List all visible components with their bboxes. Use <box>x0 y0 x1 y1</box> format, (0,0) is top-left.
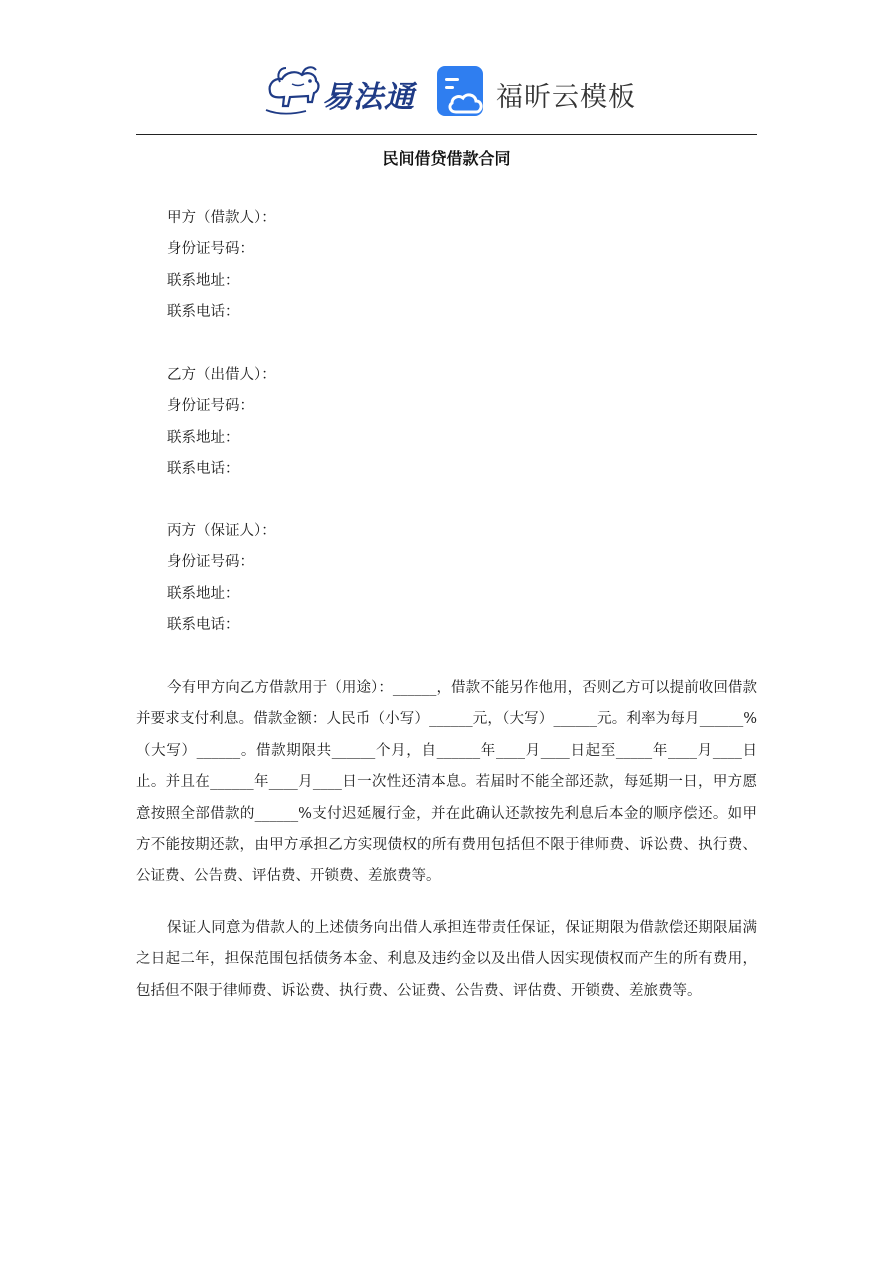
party-role: 乙方（出借人）： <box>167 367 276 383</box>
party-id-label: 身份证号码： <box>167 554 254 571</box>
guarantee-paragraph: 保证人同意为借款人的上述债务向出借人承担连带责任保证，保证期限为借款偿还期限届满之日起二年，担保范围包括债务本金、利息及违约金以及出借人因实现债权而产生的所有费用，包括但不限于律师费、诉讼费、执行费、公证费、公告费、评估费、开锁费、差旅费等。 <box>136 920 757 999</box>
party-phone-label: 联系电话： <box>167 460 240 477</box>
party-address-label: 联系地址： <box>167 429 240 446</box>
party-role: 甲方（借款人）： <box>167 210 276 226</box>
loan-terms-paragraph: 今有甲方向乙方借款用于（用途）：______，借款不能另作他用，否则乙方可以提前收回借款并要求支付利息。借款金额：人民币（小写）______元，（大写）______元。利率为每月______%（大写）______。借款期限共______个月，自______年____月____日起至_____年____月____日止。并且在______年____月____日一次性还清本息。若届时不能全部还款，每延期一日，甲方愿意按照全部借款的______%支付迟延履行金，并在此确认还款按先利息后本金的顺序偿还。如甲方不能按期还款，由甲方承担乙方实现债权的所有费用包括但不限于律师费、诉讼费、执行费、公证费、公告费、评估费、开锁费、差旅费等。 <box>136 680 757 885</box>
header-divider <box>136 134 757 135</box>
party-role: 丙方（保证人）： <box>167 523 276 539</box>
party-address-label: 联系地址： <box>167 272 240 289</box>
yifatong-logo <box>262 58 422 120</box>
party-lender-block <box>167 360 276 485</box>
party-phone-label: 联系电话： <box>167 303 240 320</box>
document-title: 民间借贷借款合同 <box>382 149 511 168</box>
cloud-document-icon <box>436 66 486 118</box>
party-address-label: 联系地址： <box>167 585 240 602</box>
fuxin-template-logo-text: 福昕云模板 <box>496 82 636 113</box>
party-id-label: 身份证号码： <box>167 398 254 415</box>
yifatong-logo-text: 易法通 <box>322 80 415 115</box>
party-borrower-block <box>167 203 276 328</box>
fuxin-template-logo <box>436 66 636 118</box>
party-phone-label: 联系电话： <box>167 616 240 633</box>
party-id-label: 身份证号码： <box>167 241 254 258</box>
qilin-mascot-icon <box>262 62 324 118</box>
page-header <box>0 58 893 124</box>
party-guarantor-block <box>167 516 276 641</box>
